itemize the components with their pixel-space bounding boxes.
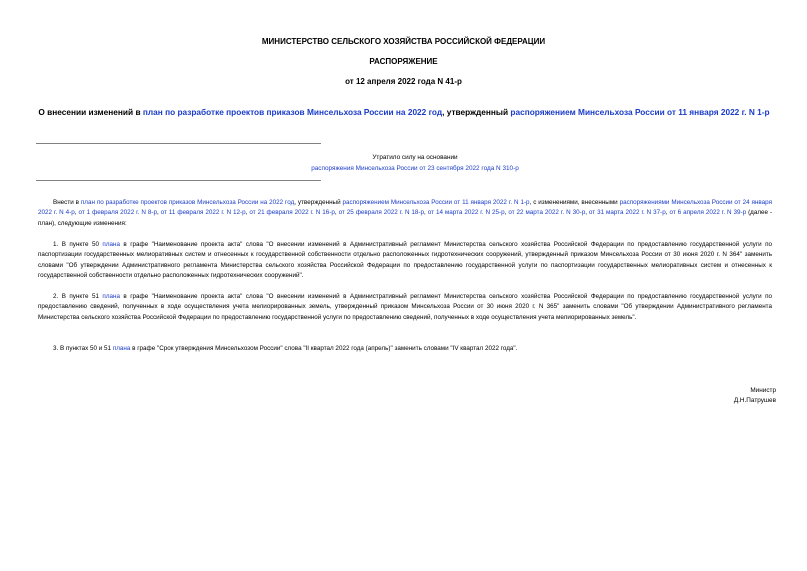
- signature-block: [734, 386, 776, 406]
- item-3-text: 3. В пунктах 50 и 51: [53, 345, 113, 352]
- intro-link[interactable]: от 1 февраля 2022 г. N 8-р: [78, 209, 157, 217]
- intro-text: ,: [334, 209, 339, 217]
- intro-link[interactable]: от 11 февраля 2022 г. N 12-р: [160, 209, 246, 217]
- intro-link[interactable]: от 21 февраля 2022 г. N 16-р: [249, 209, 335, 217]
- title-text: , утвержденный: [442, 107, 511, 117]
- item-3-text: в графе "Срок утверждения Минсельхозом России" слова "II квартал 2022 года (апрель)" заменить словами "IV квартал 2022 года".: [130, 345, 518, 352]
- intro-link[interactable]: план по разработке проектов приказов Минсельхоза России на 2022 год: [80, 199, 295, 206]
- item-2-text: в графе "Наименование проекта акта" слова "О внесении изменений в Административный регламент Министерства сельского хозяйства Российской Федерации по предоставлению государственной услуги по предоставлению сведений, полученных в ходе осуществления учета мелиорированных земель, утвержденный приказом Минсельхоза России от 30 июня 2020 г. N 365" заменить словами "Об утверждении Административного регламента Министерства сельского хозяйства Российской Федерации по предоставлению государственной услуги по предоставлению сведений, полученных в ходе осуществления учета мелиорированных земель".: [38, 293, 772, 321]
- item-3-plan-link[interactable]: плана: [112, 345, 131, 352]
- intro-text: (далее - план), следующие изменения:: [38, 209, 773, 227]
- intro-text: ,: [245, 209, 250, 217]
- intro-text: ,: [585, 209, 589, 217]
- intro-link[interactable]: от 25 февраля 2022 г. N 18-р: [338, 209, 425, 217]
- item-2-paragraph: [38, 292, 772, 323]
- intro-text: , утвержденный: [294, 199, 343, 206]
- intro-text: ,: [74, 209, 79, 217]
- ministry-heading: МИНИСТЕРСТВО СЕЛЬСКОГО ХОЗЯЙСТВА РОССИЙСКОЙ ФЕДЕРАЦИИ: [261, 37, 546, 46]
- item-3-paragraph: [38, 344, 772, 354]
- intro-link[interactable]: от 6 апреля 2022 г. N 39-р: [669, 209, 747, 217]
- intro-text: ,: [156, 209, 161, 217]
- signature-name: Д.Н.Патрушев: [733, 397, 776, 404]
- intro-paragraph: [38, 198, 772, 229]
- validity-note-link[interactable]: распоряжения Минсельхоза России от 23 сентября 2022 года N 310-р: [311, 165, 519, 172]
- intro-text: ,: [665, 209, 670, 217]
- item-2-plan-link[interactable]: плана: [102, 293, 120, 300]
- intro-text: , с изменениями, внесенными: [529, 199, 620, 206]
- validity-note-text: Утратило силу на основании: [372, 154, 458, 161]
- intro-link[interactable]: распоряжением Минсельхоза России от 11 января 2022 г. N 1-р: [342, 199, 530, 206]
- intro-link[interactable]: распоряжениями Минсельхоза России от 24 января 2022 г. N 4-р: [38, 199, 772, 217]
- title-link-order[interactable]: распоряжением Минсельхоза России от 11 января 2022 г. N 1-р: [510, 107, 770, 117]
- intro-text: Внести в: [53, 199, 81, 206]
- divider-bottom: [36, 180, 321, 181]
- intro-link[interactable]: от 31 марта 2022 г. N 37-р: [588, 209, 666, 217]
- divider-top: [36, 143, 321, 144]
- document-type: РАСПОРЯЖЕНИЕ: [369, 57, 438, 66]
- item-1-plan-link[interactable]: плана: [102, 241, 120, 248]
- intro-text: ,: [424, 209, 428, 217]
- intro-text: ,: [504, 209, 509, 217]
- signature-position: Министр: [750, 387, 776, 394]
- item-2-text: 2. В пункте 51: [53, 293, 103, 300]
- item-1-text: в графе "Наименование проекта акта" слова "О внесении изменений в Административный регламент Министерства сельского хозяйства Российской Федерации по предоставлению государственной услуги по паспортизации государственных мелиоративных систем и отнесенных к государственной собственности отдельно расположенных гидротехнических сооружений, утвержденный приказом Минсельхоза России от 30 июня 2020 г. N 364" заменить словами "Об утверждении Административного регламента Министерства сельского хозяйства Российской Федерации по предоставлению государственной услуги по паспортизации государственных мелиоративных систем и отнесенных к государственной собственности отдельно расположенных гидротехнических сооружений".: [38, 241, 772, 280]
- validity-note: [200, 152, 630, 174]
- document-date-number: от 12 апреля 2022 года N 41-р: [345, 77, 462, 86]
- intro-link[interactable]: от 14 марта 2022 г. N 25-р: [427, 209, 505, 217]
- document-title: [34, 107, 774, 119]
- item-1-paragraph: [38, 240, 772, 282]
- intro-link[interactable]: от 22 марта 2022 г. N 30-р: [508, 209, 586, 217]
- title-text: О внесении изменений в: [38, 107, 143, 117]
- item-1-text: 1. В пункте 50: [53, 241, 103, 248]
- title-link-plan[interactable]: план по разработке проектов приказов Минсельхоза России на 2022 год: [142, 107, 443, 117]
